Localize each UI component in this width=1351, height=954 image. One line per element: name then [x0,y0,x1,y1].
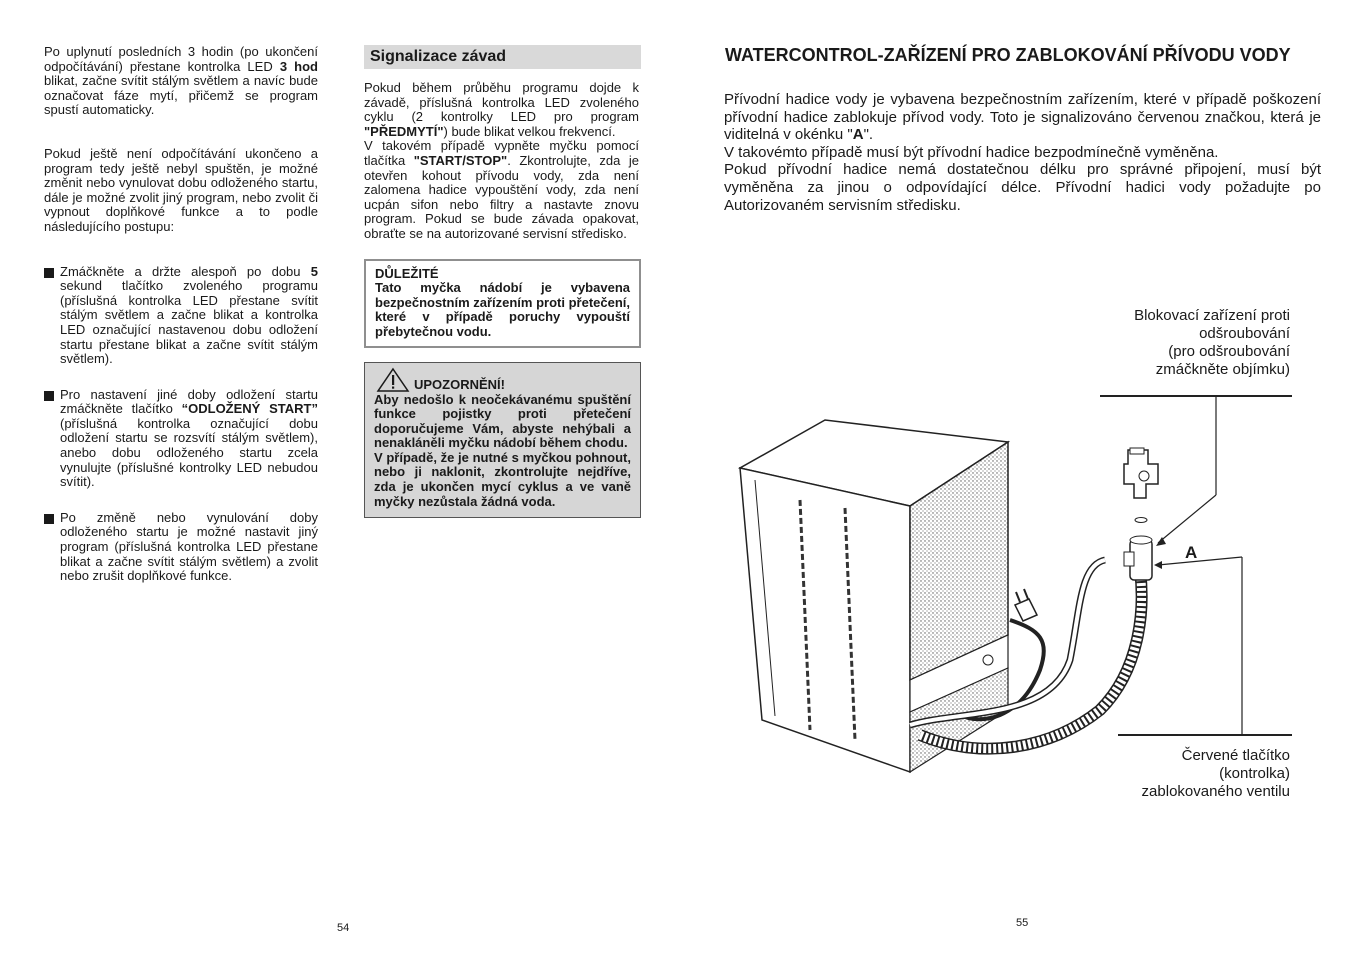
paragraph-hose-length: Pokud přívodní hadice nemá dostatečnou délku pro správné připojení, musí být vyměněna za jinou o odpovídající délce. Přívodní hadici vody požadujte po Autorizovaném servisním středisku. [724,161,1321,214]
bullet-square-icon [44,514,54,524]
paragraph-fault-action: V takovém případě vypněte myčku pomocí tlačítka "START/STOP". Zkontrolujte, zda je otevřen kohout přívodu vody, zda není zalomena hadice vypouštění vody, zda není ucpán sifon nebo filtry a nastavte znovu program. Pokud se bude závada opakovat, obraťte se na autorizované servisní středisko. [364,138,639,241]
list-item-bullet-2: Pro nastavení jiné doby odložení startu zmáčkněte tlačítko “ODLOŽENÝ START” (příslušná kontrolka označující dobu odložení startu se rozsvítí stálým světlem), anebo dobu odloženého startu zcela vynulujte (příslušné kontrolky LED nebudou svítit). [44,388,318,490]
right-page-body [724,91,1321,214]
important-title: DŮLEŽITÉ [375,265,439,281]
list-item-bullet-1: Zmáčkněte a držte alespoň po dobu 5 sekund tlačítko zvoleného programu (příslušná kontrolka LED přestane svítit stálým světlem a začne blikat a kontrolka LED označující nastavenou dobu odložení startu přestane blikat a začne svítit stálým světlem). [44,265,318,367]
paragraph-replace-hose: V takovémto případě musí být přívodní hadice bezpodmínečně vyměněna. [724,143,1219,161]
page-number-right: 55 [1016,917,1029,929]
label-anti-unscrew: Blokovací zařízení proti odšroubování (pro odšroubování zmáčkněte objímku) [1134,307,1290,378]
paragraph-change-program: Pokud ještě není odpočítávání ukončeno a program tedy ještě nebyl spuštěn, je možné změnit nebo vynulovat dobu odloženého startu, dále je možné zvolit jiný program, nebo zvolit či vypnout doplňkové funkce a to podle následujícího postupu: [44,145,318,234]
paragraph-countdown-finished: Po uplynutí posledních 3 hodin (po ukončení odpočítávání) přestane kontrolka LED 3 hod blikat, začne svítit stálým světlem a navíc bude označovat fáze mytí, přičemž se program spustí automaticky. [44,44,318,118]
page-number-left: 54 [337,922,350,934]
fault-text [364,81,641,242]
label-red-button: Červené tlačítko (kontrolka) zablokovaného ventilu [1141,747,1290,800]
page-title: WATERCONTROL-ZAŘÍZENÍ PRO ZABLOKOVÁNÍ PŘÍVODU VODY [725,45,1291,65]
warning-title-row: UPOZORNĚNÍ! [374,367,631,393]
important-box [364,259,641,348]
warning-triangle-icon [376,367,410,393]
paragraph-fault-led: Pokud během průběhu programu dojde k závadě, příslušná kontrolka LED zvoleného cyklu (2 kontrolky LED pro program "PŘEDMYTÍ") bude blikat velkou frekvencí. [364,80,639,139]
left-column-instructions [44,45,318,584]
warning-box [364,362,641,519]
bullet-square-icon [44,268,54,278]
paragraph-safety-device: Přívodní hadice vody je vybavena bezpečnostním zařízením, které v případě poškození přívodní hadice zablokuje přívod vody. Toto je signalizováno červenou značkou, která je viditelná v okénku "A". [724,91,1321,144]
dishwasher-hose-illustration [720,380,1310,800]
list-item-bullet-3: Po změně nebo vynulování doby odloženého startu je možné nastavit jiný program (příslušná kontrolka LED přestane blikat a začne svítit stálým světlem) a zvolit nebo zrušit doplňkové funkce. [44,511,318,584]
warning-text-1: Aby nedošlo k neočekávanému spuštění funkce pojistky proti přetečení doporučujeme Vám, abyste nehýbali a nenakláněli myčku nádobí během chodu. [374,391,631,451]
left-column-fault-signaling [364,45,641,518]
label-window-a: A [1185,543,1198,562]
warning-text-2: V případě, že je nutné s myčkou pohnout, nebo ji naklonit, zkontrolujte nejdříve, zda je ukončen mycí cyklus a ve vaně myčky nezůstala žádná voda. [374,449,631,509]
bullet-square-icon [44,391,54,401]
section-heading: Signalizace závad [364,45,641,69]
important-text: Tato myčka nádobí je vybavena bezpečnostním zařízením proti přetečení, které v případě poruchy vypouští přebytečnou vodu. [375,280,630,339]
